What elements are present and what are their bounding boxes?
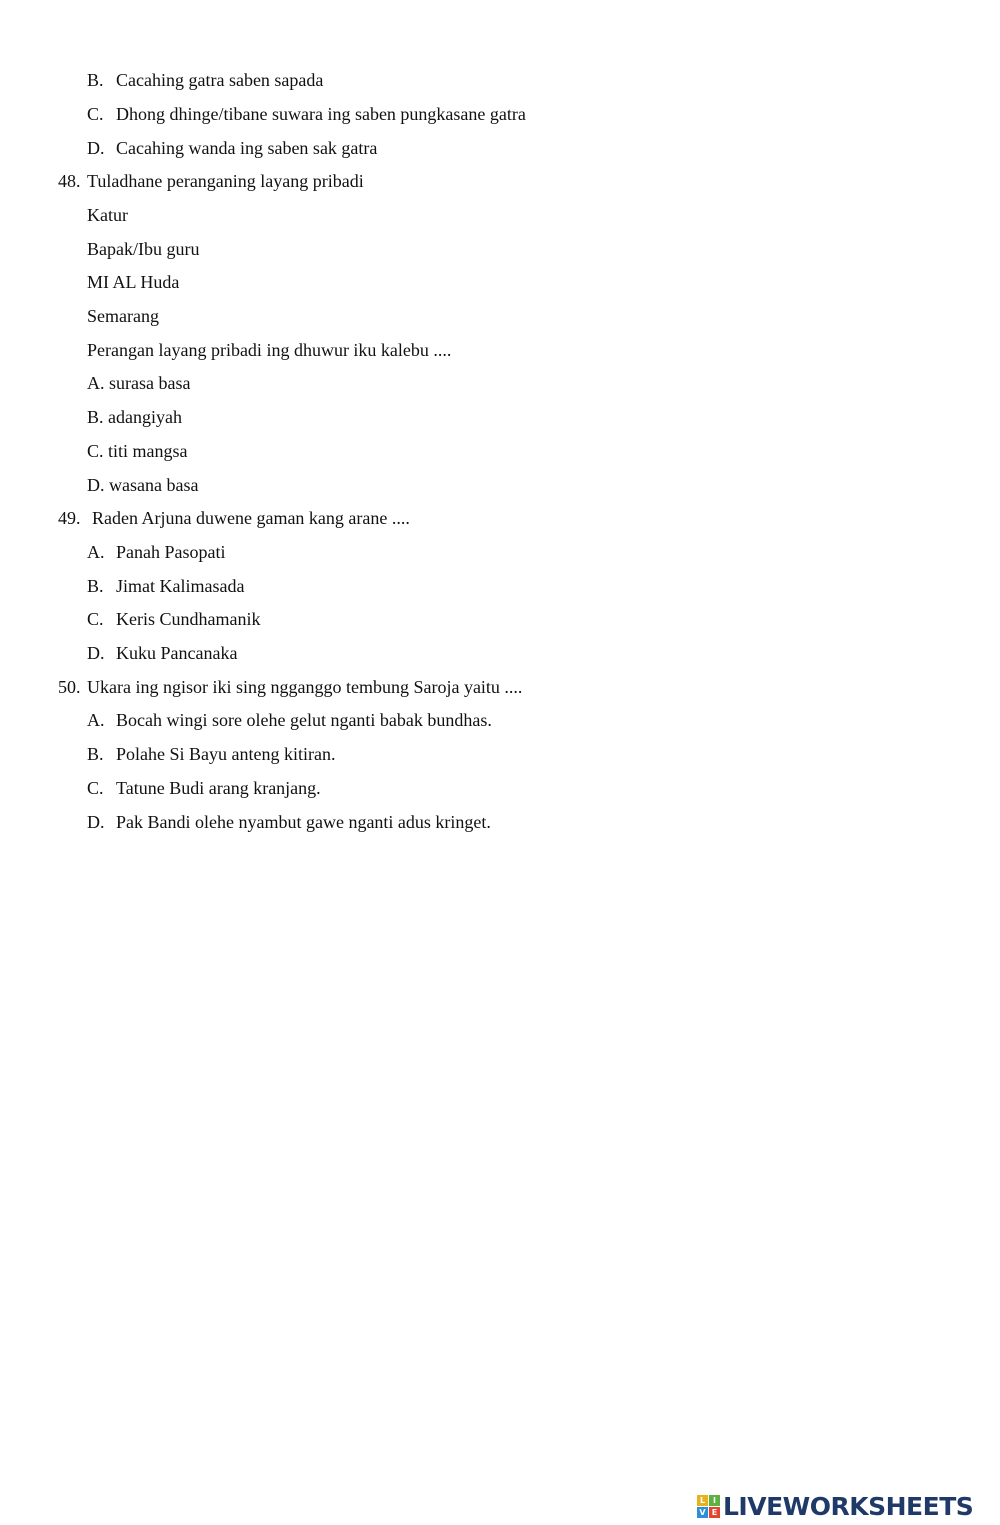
option-text: B. adangiyah — [87, 407, 182, 427]
option-letter: D. — [87, 643, 105, 663]
example-text: Semarang — [87, 306, 159, 326]
option-text: Jimat Kalimasada — [116, 576, 245, 596]
question-text: Ukara ing ngisor iki sing ngganggo tembung Saroja yaitu .... — [87, 677, 523, 697]
question-number: 50. — [58, 677, 81, 697]
logo-mark-icon — [697, 1495, 720, 1518]
prompt-text: Perangan layang pribadi ing dhuwur iku kalebu .... — [87, 340, 452, 360]
option-text: C. titi mangsa — [87, 441, 188, 461]
liveworksheets-logo[interactable] — [697, 1491, 973, 1521]
option-letter: B. — [87, 70, 104, 90]
question-text: Tuladhane peranganing layang pribadi — [87, 171, 364, 191]
example-text: Bapak/Ibu guru — [87, 239, 200, 259]
logo-mark-tile: I — [709, 1495, 720, 1506]
option-text: Panah Pasopati — [116, 542, 226, 562]
option-text: A. surasa basa — [87, 373, 191, 393]
option-text: Bocah wingi sore olehe gelut nganti babak bundhas. — [116, 710, 492, 730]
option-text: D. wasana basa — [87, 475, 199, 495]
logo-mark-tile: E — [709, 1507, 720, 1518]
option-letter: B. — [87, 744, 104, 764]
option-text: Cacahing gatra saben sapada — [116, 70, 324, 90]
logo-text: LIVEWORKSHEETS — [723, 1491, 974, 1521]
option-text: Kuku Pancanaka — [116, 643, 238, 663]
question-number: 49. — [58, 508, 81, 528]
option-letter: B. — [87, 576, 104, 596]
option-text: Dhong dhinge/tibane suwara ing saben pungkasane gatra — [116, 104, 526, 124]
logo-mark-tile: L — [697, 1495, 708, 1506]
example-text: Katur — [87, 205, 128, 225]
question-text: Raden Arjuna duwene gaman kang arane .... — [92, 508, 410, 528]
option-letter: A. — [87, 542, 105, 562]
option-text: Cacahing wanda ing saben sak gatra — [116, 138, 378, 158]
option-letter: A. — [87, 710, 105, 730]
option-text: Tatune Budi arang kranjang. — [116, 778, 321, 798]
logo-mark-tile: V — [697, 1507, 708, 1518]
option-text: Pak Bandi olehe nyambut gawe nganti adus kringet. — [116, 812, 491, 832]
option-letter: C. — [87, 104, 104, 124]
option-text: Polahe Si Bayu anteng kitiran. — [116, 744, 336, 764]
example-text: MI AL Huda — [87, 272, 180, 292]
option-text: Keris Cundhamanik — [116, 609, 261, 629]
option-letter: C. — [87, 609, 104, 629]
option-letter: D. — [87, 138, 105, 158]
option-letter: C. — [87, 778, 104, 798]
question-number: 48. — [58, 171, 81, 191]
option-letter: D. — [87, 812, 105, 832]
